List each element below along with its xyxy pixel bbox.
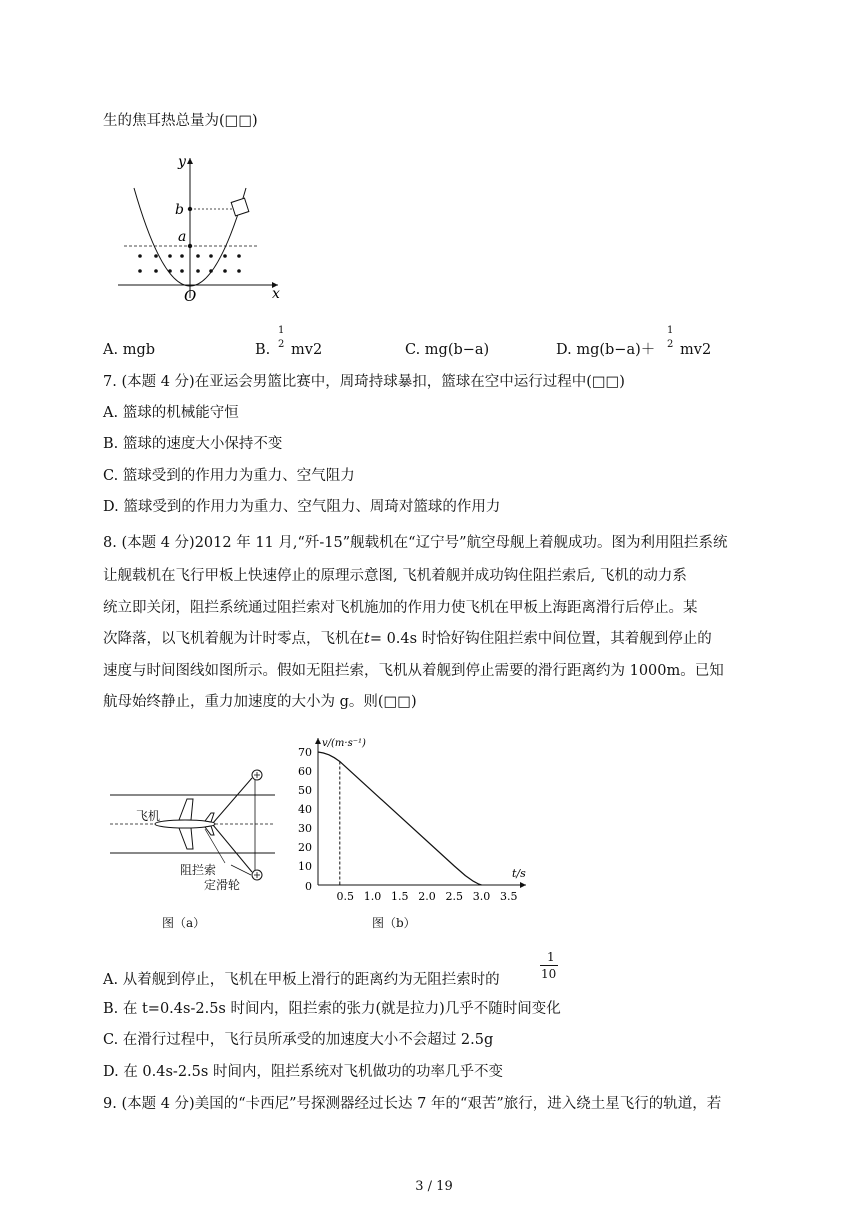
option-d-suffix: mv2	[680, 342, 712, 358]
question-stem-line: 9. (本题 4 分)美国的“卡西尼”号探测器经过长达 7 年的“艰苦”旅行，进入绕土星飞行的轨道，若	[103, 1096, 722, 1112]
airplane-icon	[155, 799, 215, 849]
y-axis-label: y	[178, 154, 186, 170]
option-a: A. mgb	[103, 342, 156, 358]
y-tick-label: 40	[298, 803, 312, 816]
option-d-prefix: D. mg(b−a)＋	[556, 342, 656, 358]
y-axis-arrow	[315, 738, 321, 744]
option-a: A. 从着舰到停止，飞机在甲板上滑行的距离约为无阻拦索时的	[103, 972, 500, 988]
x-axis-arrow	[520, 882, 526, 888]
velocity-series-line	[318, 752, 482, 885]
x-tick-label: 0.5	[336, 890, 354, 903]
option-d-numerator: 1	[667, 325, 674, 336]
figure-b-caption: 图（b）	[372, 916, 416, 930]
stem-text: = 0.4s 时恰好钩住阻拦索中间位置，其着舰到停止的	[369, 631, 712, 647]
x-tick-label: 2.0	[418, 890, 436, 903]
option-c: C. mg(b−a)	[405, 342, 490, 358]
question-stem: 7. (本题 4 分)在亚运会男篮比赛中，周琦持球暴扣，篮球在空中运行过程中(□□)	[103, 374, 625, 390]
fraction-bar	[540, 965, 558, 966]
time-variable: t	[364, 631, 370, 647]
option-b-prefix: B.	[255, 342, 271, 358]
y-tick-label: 60	[298, 765, 312, 778]
option-d: D. 在 0.4s-2.5s 时间内，阻拦系统对飞机做功的功率几乎不变	[103, 1064, 503, 1080]
question-stem-line: 统立即关闭，阻拦系统通过阻拦索对飞机施加的作用力使飞机在甲板上海距离滑行后停止。某	[103, 600, 698, 616]
velocity-time-chart	[290, 730, 540, 910]
y-tick-label: 20	[298, 841, 312, 854]
chart-ticks	[298, 746, 518, 903]
question-stem-line: 航母始终静止，重力加速度的大小为 g。则(□□)	[103, 694, 417, 710]
x-tick-label: 3.5	[500, 890, 518, 903]
stem-text: 次降落，以飞机着舰为计时零点，飞机在	[103, 631, 364, 647]
point-a-label: a	[178, 229, 187, 245]
x-tick-label: 1.5	[391, 890, 409, 903]
y-tick-label: 70	[298, 746, 312, 759]
option-b-suffix: mv2	[291, 342, 323, 358]
option-a-denominator: 10	[541, 967, 557, 981]
y-tick-label: 0	[305, 880, 312, 893]
question-stem-line: 速度与时间图线如图所示。假如无阻拦索，飞机从着舰到停止需要的滑行距离约为 1000m。已知	[103, 663, 724, 679]
plane-label: 飞机	[136, 809, 161, 823]
option-b-numerator: 1	[278, 325, 285, 336]
option-c: C. 在滑行过程中，飞行员所承受的加速度大小不会超过 2.5g	[103, 1032, 494, 1048]
y-tick-label: 30	[298, 822, 312, 835]
option-d: D. 篮球受到的作用力为重力、空气阻力、周琦对篮球的作用力	[103, 499, 501, 515]
origin-label: O	[184, 287, 197, 305]
question-stem-line: 让舰载机在飞行甲板上快速停止的原理示意图, 飞机着舰并成功钩住阻拦索后, 飞机的动力系	[103, 568, 687, 584]
question-text: 生的焦耳热总量为(□□)	[103, 113, 258, 129]
option-a: A. 篮球的机械能守恒	[103, 405, 239, 421]
page-number: 3 / 19	[415, 1179, 453, 1194]
x-axis-label: x	[272, 286, 280, 302]
point-b-label: b	[175, 202, 184, 218]
figure-a-caption: 图（a）	[162, 916, 206, 930]
option-d-denominator: 2	[667, 339, 674, 350]
option-c: C. 篮球受到的作用力为重力、空气阻力	[103, 468, 355, 484]
option-b: B. 在 t=0.4s-2.5s 时间内，阻拦索的张力(就是拉力)几乎不随时间变化	[103, 1001, 561, 1017]
option-b: B. 篮球的速度大小保持不变	[103, 436, 283, 452]
option-a-numerator: 1	[547, 950, 555, 964]
x-tick-label: 1.0	[363, 890, 382, 903]
option-b-denominator: 2	[278, 339, 285, 350]
y-tick-label: 10	[298, 860, 312, 873]
question-stem-line: 8. (本题 4 分)2012 年 11 月,“歼-15”舰载机在“辽宁号”航空母舰上着舰成功。图为利用阻拦系统	[103, 535, 728, 551]
y-tick-label: 50	[298, 784, 312, 797]
cable-label: 阻拦索	[180, 863, 217, 877]
x-tick-label: 2.5	[445, 890, 463, 903]
pulley-label: 定滑轮	[204, 878, 241, 892]
y-axis-title: v/(m·s⁻¹)	[322, 738, 366, 749]
x-axis-title: t/s	[512, 867, 526, 880]
question-stem-line	[103, 629, 712, 649]
parabola-figure	[112, 148, 292, 308]
x-tick-label: 3.0	[472, 890, 491, 903]
